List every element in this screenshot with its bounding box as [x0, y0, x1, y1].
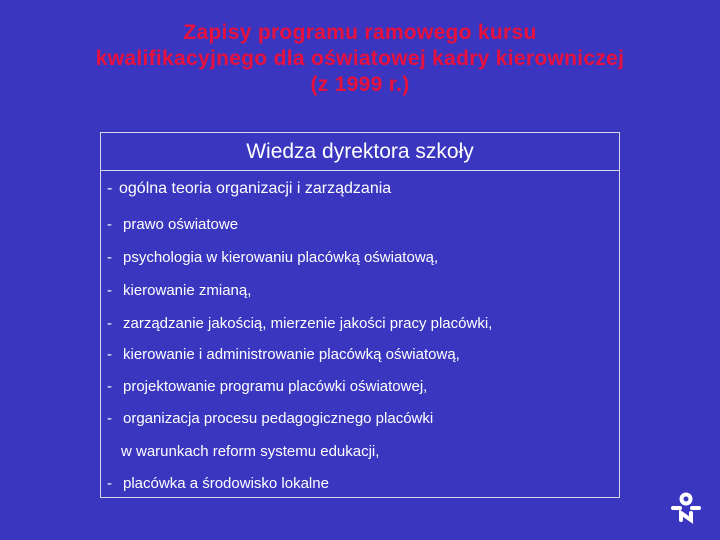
list-item-text: prawo oświatowe [123, 216, 239, 233]
slide-title [0, 20, 720, 98]
list-item-text: kierowanie i administrowanie placówką oświatową, [123, 346, 460, 363]
title-line-2: kwalifikacyjnego dla oświatowej kadry kierowniczej [95, 47, 625, 70]
list-dash: - [107, 216, 112, 233]
list-item [107, 346, 460, 363]
list-dash: - [107, 410, 112, 427]
list-item-text: organizacja procesu pedagogicznego placówki [123, 410, 434, 427]
list-item-text: kierowanie zmianą, [123, 282, 252, 299]
list-item [107, 180, 391, 198]
list-item-text: zarządzanie jakością, mierzenie jakości pracy placówki, [123, 315, 493, 332]
list-item [107, 410, 433, 427]
panel-header: Wiedza dyrektora szkoły [101, 133, 619, 171]
knowledge-panel [100, 132, 620, 498]
list-dash: - [107, 475, 112, 492]
list-item-text: projektowanie programu placówki oświatowej, [123, 378, 428, 395]
list-item-text: ogólna teoria organizacji i zarządzania [119, 180, 392, 197]
list-dash: - [107, 282, 112, 299]
list-item [107, 282, 251, 299]
list-item [107, 216, 238, 233]
ocn-logo-icon [669, 492, 703, 524]
list-item [107, 315, 492, 332]
list-item-continuation: w warunkach reform systemu edukacji, [121, 443, 380, 460]
title-line-1: Zapisy programu ramowego kursu [183, 21, 537, 44]
list-item [107, 249, 438, 266]
list-item [107, 475, 329, 492]
list-item [107, 378, 427, 395]
list-dash: - [107, 346, 112, 363]
list-dash: - [107, 180, 113, 197]
list-dash: - [107, 378, 112, 395]
title-line-3: (z 1999 r.) [310, 73, 410, 96]
list-item-text: placówka a środowisko lokalne [123, 475, 329, 492]
list-item-text: psychologia w kierowaniu placówką oświatową, [123, 249, 439, 266]
list-dash: - [107, 249, 112, 266]
list-dash: - [107, 315, 112, 332]
